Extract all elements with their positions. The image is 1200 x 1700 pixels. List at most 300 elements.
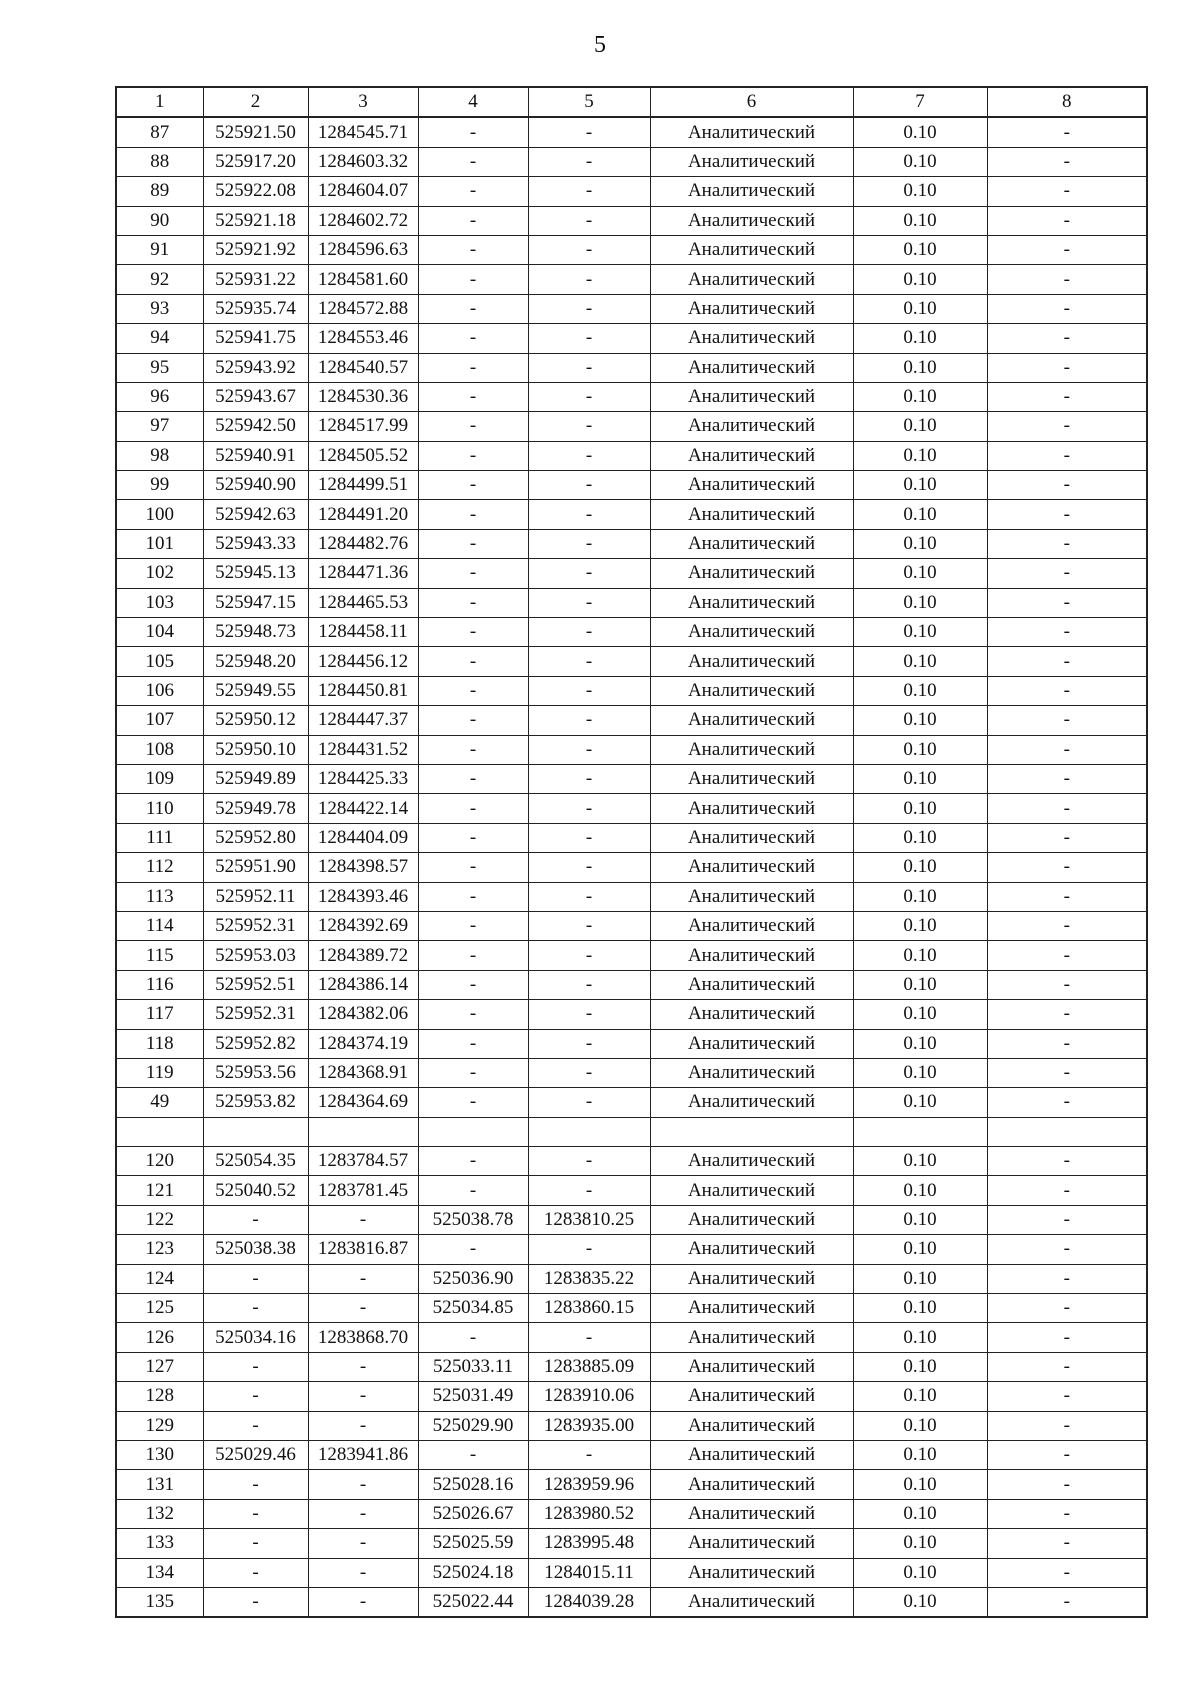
x-coordinate-alt-cell: - — [418, 676, 528, 705]
y-coordinate-alt-cell: - — [528, 1000, 650, 1029]
x-coordinate-alt-cell: - — [418, 117, 528, 147]
x-coordinate-cell — [203, 1117, 308, 1146]
table-row — [116, 1558, 1147, 1587]
remark-cell: - — [987, 1000, 1147, 1029]
accuracy-cell: 0.10 — [853, 382, 987, 411]
remark-cell: - — [987, 764, 1147, 793]
x-coordinate-cell: 525949.89 — [203, 764, 308, 793]
x-coordinate-cell: - — [203, 1382, 308, 1411]
point-number-cell: 123 — [116, 1235, 203, 1264]
y-coordinate-cell: - — [308, 1264, 418, 1293]
point-number-cell: 88 — [116, 147, 203, 176]
x-coordinate-alt-cell: 525036.90 — [418, 1264, 528, 1293]
point-number-cell: 130 — [116, 1440, 203, 1469]
y-coordinate-cell: 1284398.57 — [308, 853, 418, 882]
method-cell: Аналитический — [650, 559, 853, 588]
x-coordinate-alt-cell: - — [418, 735, 528, 764]
point-number-cell: 127 — [116, 1352, 203, 1381]
table-row — [116, 676, 1147, 705]
method-cell: Аналитический — [650, 529, 853, 558]
accuracy-cell: 0.10 — [853, 1235, 987, 1264]
y-coordinate-cell: - — [308, 1558, 418, 1587]
x-coordinate-cell: 525953.03 — [203, 941, 308, 970]
table-row — [116, 1000, 1147, 1029]
remark-cell: - — [987, 559, 1147, 588]
accuracy-cell: 0.10 — [853, 676, 987, 705]
x-coordinate-cell: 525940.91 — [203, 441, 308, 470]
method-cell: Аналитический — [650, 647, 853, 676]
method-cell: Аналитический — [650, 1382, 853, 1411]
point-number-cell: 99 — [116, 471, 203, 500]
x-coordinate-cell: 525040.52 — [203, 1176, 308, 1205]
x-coordinate-alt-cell: - — [418, 618, 528, 647]
y-coordinate-cell: 1284450.81 — [308, 676, 418, 705]
column-header: 6 — [650, 87, 853, 117]
accuracy-cell: 0.10 — [853, 412, 987, 441]
accuracy-cell: 0.10 — [853, 1088, 987, 1117]
remark-cell: - — [987, 911, 1147, 940]
accuracy-cell: 0.10 — [853, 1294, 987, 1323]
y-coordinate-alt-cell: - — [528, 853, 650, 882]
method-cell: Аналитический — [650, 1000, 853, 1029]
x-coordinate-cell: 525948.73 — [203, 618, 308, 647]
remark-cell: - — [987, 471, 1147, 500]
x-coordinate-cell: - — [203, 1264, 308, 1293]
y-coordinate-alt-cell — [528, 1117, 650, 1146]
point-number-cell: 89 — [116, 177, 203, 206]
point-number-cell: 132 — [116, 1499, 203, 1528]
y-coordinate-cell: 1284425.33 — [308, 764, 418, 793]
y-coordinate-cell: 1284382.06 — [308, 1000, 418, 1029]
table-row — [116, 1411, 1147, 1440]
point-number-cell: 102 — [116, 559, 203, 588]
y-coordinate-cell: 1284553.46 — [308, 324, 418, 353]
x-coordinate-cell: 525952.80 — [203, 823, 308, 852]
accuracy-cell: 0.10 — [853, 235, 987, 264]
x-coordinate-alt-cell: - — [418, 382, 528, 411]
x-coordinate-alt-cell: - — [418, 970, 528, 999]
accuracy-cell: 0.10 — [853, 1000, 987, 1029]
table-row — [116, 1294, 1147, 1323]
y-coordinate-cell: - — [308, 1382, 418, 1411]
point-number-cell: 119 — [116, 1058, 203, 1087]
remark-cell: - — [987, 1147, 1147, 1176]
method-cell: Аналитический — [650, 1411, 853, 1440]
method-cell: Аналитический — [650, 1058, 853, 1087]
y-coordinate-alt-cell: 1283835.22 — [528, 1264, 650, 1293]
table-row — [116, 206, 1147, 235]
method-cell: Аналитический — [650, 676, 853, 705]
table-row — [116, 294, 1147, 323]
x-coordinate-cell: 525950.12 — [203, 706, 308, 735]
x-coordinate-cell: 525950.10 — [203, 735, 308, 764]
column-header: 8 — [987, 87, 1147, 117]
x-coordinate-cell: 525942.50 — [203, 412, 308, 441]
accuracy-cell: 0.10 — [853, 471, 987, 500]
remark-cell: - — [987, 1176, 1147, 1205]
accuracy-cell: 0.10 — [853, 970, 987, 999]
point-number-cell: 96 — [116, 382, 203, 411]
remark-cell: - — [987, 1029, 1147, 1058]
method-cell: Аналитический — [650, 882, 853, 911]
table-body — [116, 117, 1147, 1617]
point-number-cell: 115 — [116, 941, 203, 970]
y-coordinate-alt-cell: - — [528, 823, 650, 852]
y-coordinate-alt-cell: - — [528, 265, 650, 294]
accuracy-cell: 0.10 — [853, 353, 987, 382]
y-coordinate-alt-cell: - — [528, 500, 650, 529]
remark-cell: - — [987, 706, 1147, 735]
point-number-cell: 122 — [116, 1205, 203, 1234]
x-coordinate-alt-cell: - — [418, 853, 528, 882]
point-number-cell: 104 — [116, 618, 203, 647]
point-number-cell: 97 — [116, 412, 203, 441]
x-coordinate-cell: 525949.55 — [203, 676, 308, 705]
accuracy-cell: 0.10 — [853, 941, 987, 970]
accuracy-cell: 0.10 — [853, 206, 987, 235]
method-cell: Аналитический — [650, 471, 853, 500]
x-coordinate-cell: - — [203, 1499, 308, 1528]
y-coordinate-alt-cell: - — [528, 529, 650, 558]
point-number-cell: 100 — [116, 500, 203, 529]
remark-cell: - — [987, 1382, 1147, 1411]
method-cell: Аналитический — [650, 235, 853, 264]
point-number-cell: 110 — [116, 794, 203, 823]
column-header: 4 — [418, 87, 528, 117]
point-number-cell: 90 — [116, 206, 203, 235]
y-coordinate-alt-cell: - — [528, 911, 650, 940]
remark-cell: - — [987, 1058, 1147, 1087]
x-coordinate-cell: 525922.08 — [203, 177, 308, 206]
accuracy-cell: 0.10 — [853, 147, 987, 176]
x-coordinate-cell: 525943.67 — [203, 382, 308, 411]
y-coordinate-alt-cell: 1284015.11 — [528, 1558, 650, 1587]
x-coordinate-alt-cell: - — [418, 441, 528, 470]
table-row — [116, 529, 1147, 558]
table-row — [116, 500, 1147, 529]
table-row — [116, 382, 1147, 411]
method-cell: Аналитический — [650, 206, 853, 235]
table-row — [116, 117, 1147, 147]
table-row — [116, 794, 1147, 823]
method-cell: Аналитический — [650, 735, 853, 764]
y-coordinate-cell: 1284540.57 — [308, 353, 418, 382]
accuracy-cell: 0.10 — [853, 764, 987, 793]
table-row — [116, 1176, 1147, 1205]
x-coordinate-cell: 525943.92 — [203, 353, 308, 382]
y-coordinate-cell: 1284431.52 — [308, 735, 418, 764]
table-row — [116, 265, 1147, 294]
remark-cell — [987, 1117, 1147, 1146]
table-row — [116, 1235, 1147, 1264]
point-number-cell: 125 — [116, 1294, 203, 1323]
point-number-cell: 117 — [116, 1000, 203, 1029]
y-coordinate-alt-cell: - — [528, 764, 650, 793]
accuracy-cell: 0.10 — [853, 1264, 987, 1293]
x-coordinate-cell: - — [203, 1294, 308, 1323]
y-coordinate-cell: 1284404.09 — [308, 823, 418, 852]
table-row — [116, 353, 1147, 382]
x-coordinate-cell: 525921.50 — [203, 117, 308, 147]
y-coordinate-cell — [308, 1117, 418, 1146]
y-coordinate-alt-cell: - — [528, 735, 650, 764]
remark-cell: - — [987, 882, 1147, 911]
table-row — [116, 647, 1147, 676]
remark-cell: - — [987, 853, 1147, 882]
accuracy-cell: 0.10 — [853, 735, 987, 764]
y-coordinate-alt-cell: - — [528, 647, 650, 676]
remark-cell: - — [987, 353, 1147, 382]
point-number-cell: 118 — [116, 1029, 203, 1058]
x-coordinate-alt-cell: - — [418, 235, 528, 264]
coordinates-table — [115, 86, 1148, 1618]
y-coordinate-alt-cell: - — [528, 412, 650, 441]
method-cell: Аналитический — [650, 1029, 853, 1058]
y-coordinate-cell: 1284499.51 — [308, 471, 418, 500]
accuracy-cell: 0.10 — [853, 1587, 987, 1617]
x-coordinate-cell: 525953.56 — [203, 1058, 308, 1087]
accuracy-cell: 0.10 — [853, 618, 987, 647]
accuracy-cell: 0.10 — [853, 177, 987, 206]
y-coordinate-alt-cell: 1283885.09 — [528, 1352, 650, 1381]
method-cell: Аналитический — [650, 823, 853, 852]
method-cell: Аналитический — [650, 412, 853, 441]
y-coordinate-cell: 1283941.86 — [308, 1440, 418, 1469]
x-coordinate-alt-cell: - — [418, 941, 528, 970]
y-coordinate-cell: 1284458.11 — [308, 618, 418, 647]
y-coordinate-alt-cell: 1283959.96 — [528, 1470, 650, 1499]
method-cell: Аналитический — [650, 500, 853, 529]
point-number-cell: 87 — [116, 117, 203, 147]
x-coordinate-alt-cell: - — [418, 1058, 528, 1087]
y-coordinate-cell: 1284456.12 — [308, 647, 418, 676]
x-coordinate-cell: 525940.90 — [203, 471, 308, 500]
x-coordinate-alt-cell: - — [418, 147, 528, 176]
y-coordinate-alt-cell: - — [528, 206, 650, 235]
table-row — [116, 1264, 1147, 1293]
y-coordinate-alt-cell: - — [528, 618, 650, 647]
point-number-cell: 129 — [116, 1411, 203, 1440]
point-number-cell: 124 — [116, 1264, 203, 1293]
method-cell: Аналитический — [650, 1088, 853, 1117]
remark-cell: - — [987, 647, 1147, 676]
method-cell: Аналитический — [650, 441, 853, 470]
remark-cell: - — [987, 823, 1147, 852]
method-cell: Аналитический — [650, 1470, 853, 1499]
remark-cell: - — [987, 735, 1147, 764]
y-coordinate-cell: 1283816.87 — [308, 1235, 418, 1264]
remark-cell: - — [987, 441, 1147, 470]
point-number-cell: 131 — [116, 1470, 203, 1499]
accuracy-cell: 0.10 — [853, 1029, 987, 1058]
accuracy-cell: 0.10 — [853, 324, 987, 353]
y-coordinate-cell: - — [308, 1294, 418, 1323]
point-number-cell: 108 — [116, 735, 203, 764]
point-number-cell: 105 — [116, 647, 203, 676]
accuracy-cell: 0.10 — [853, 117, 987, 147]
accuracy-cell: 0.10 — [853, 1558, 987, 1587]
y-coordinate-alt-cell: - — [528, 970, 650, 999]
x-coordinate-cell: 525943.33 — [203, 529, 308, 558]
point-number-cell: 98 — [116, 441, 203, 470]
point-number-cell — [116, 1117, 203, 1146]
x-coordinate-alt-cell: 525024.18 — [418, 1558, 528, 1587]
remark-cell: - — [987, 412, 1147, 441]
x-coordinate-alt-cell: - — [418, 1176, 528, 1205]
accuracy-cell: 0.10 — [853, 294, 987, 323]
method-cell: Аналитический — [650, 147, 853, 176]
point-number-cell: 114 — [116, 911, 203, 940]
x-coordinate-alt-cell: 525038.78 — [418, 1205, 528, 1234]
table-row — [116, 471, 1147, 500]
x-coordinate-cell: 525947.15 — [203, 588, 308, 617]
table-row — [116, 911, 1147, 940]
x-coordinate-cell: 525952.82 — [203, 1029, 308, 1058]
y-coordinate-cell: 1284491.20 — [308, 500, 418, 529]
point-number-cell: 109 — [116, 764, 203, 793]
x-coordinate-alt-cell: 525025.59 — [418, 1529, 528, 1558]
point-number-cell: 106 — [116, 676, 203, 705]
method-cell: Аналитический — [650, 177, 853, 206]
method-cell: Аналитический — [650, 1205, 853, 1234]
y-coordinate-cell: 1284374.19 — [308, 1029, 418, 1058]
y-coordinate-alt-cell: 1283935.00 — [528, 1411, 650, 1440]
y-coordinate-cell: 1284572.88 — [308, 294, 418, 323]
accuracy-cell: 0.10 — [853, 794, 987, 823]
y-coordinate-cell: - — [308, 1411, 418, 1440]
x-coordinate-cell: 525952.51 — [203, 970, 308, 999]
table-row — [116, 588, 1147, 617]
x-coordinate-alt-cell: 525029.90 — [418, 1411, 528, 1440]
table-row — [116, 706, 1147, 735]
remark-cell: - — [987, 1529, 1147, 1558]
x-coordinate-cell: - — [203, 1470, 308, 1499]
remark-cell: - — [987, 1470, 1147, 1499]
y-coordinate-alt-cell: - — [528, 1176, 650, 1205]
x-coordinate-cell: 525034.16 — [203, 1323, 308, 1352]
remark-cell: - — [987, 1587, 1147, 1617]
x-coordinate-cell: 525951.90 — [203, 853, 308, 882]
table-row — [116, 441, 1147, 470]
y-coordinate-alt-cell: 1283910.06 — [528, 1382, 650, 1411]
x-coordinate-cell: - — [203, 1529, 308, 1558]
accuracy-cell: 0.10 — [853, 911, 987, 940]
x-coordinate-alt-cell: - — [418, 706, 528, 735]
page-number: 5 — [594, 32, 606, 58]
method-cell: Аналитический — [650, 1264, 853, 1293]
y-coordinate-alt-cell: - — [528, 676, 650, 705]
remark-cell: - — [987, 1499, 1147, 1528]
table-row — [116, 618, 1147, 647]
method-cell: Аналитический — [650, 794, 853, 823]
x-coordinate-cell: 525917.20 — [203, 147, 308, 176]
remark-cell: - — [987, 970, 1147, 999]
y-coordinate-cell: 1284530.36 — [308, 382, 418, 411]
remark-cell: - — [987, 1440, 1147, 1469]
y-coordinate-alt-cell: 1283810.25 — [528, 1205, 650, 1234]
accuracy-cell: 0.10 — [853, 1382, 987, 1411]
remark-cell: - — [987, 206, 1147, 235]
method-cell: Аналитический — [650, 1529, 853, 1558]
x-coordinate-cell: 525952.11 — [203, 882, 308, 911]
point-number-cell: 107 — [116, 706, 203, 735]
y-coordinate-alt-cell: - — [528, 382, 650, 411]
accuracy-cell: 0.10 — [853, 441, 987, 470]
y-coordinate-alt-cell: - — [528, 706, 650, 735]
point-number-cell: 94 — [116, 324, 203, 353]
y-coordinate-cell: - — [308, 1352, 418, 1381]
method-cell: Аналитический — [650, 588, 853, 617]
y-coordinate-cell: 1284368.91 — [308, 1058, 418, 1087]
remark-cell: - — [987, 177, 1147, 206]
y-coordinate-alt-cell: - — [528, 1440, 650, 1469]
point-number-cell: 101 — [116, 529, 203, 558]
y-coordinate-cell: 1284545.71 — [308, 117, 418, 147]
method-cell: Аналитический — [650, 853, 853, 882]
remark-cell: - — [987, 1411, 1147, 1440]
remark-cell: - — [987, 676, 1147, 705]
point-number-cell: 128 — [116, 1382, 203, 1411]
y-coordinate-cell: 1284596.63 — [308, 235, 418, 264]
table-row — [116, 764, 1147, 793]
table-row — [116, 412, 1147, 441]
table-row — [116, 1029, 1147, 1058]
method-cell: Аналитический — [650, 1235, 853, 1264]
table-row — [116, 941, 1147, 970]
y-coordinate-cell: 1284392.69 — [308, 911, 418, 940]
y-coordinate-alt-cell: - — [528, 1058, 650, 1087]
x-coordinate-alt-cell: 525031.49 — [418, 1382, 528, 1411]
x-coordinate-cell: - — [203, 1587, 308, 1617]
x-coordinate-cell: - — [203, 1352, 308, 1381]
x-coordinate-alt-cell: - — [418, 882, 528, 911]
remark-cell: - — [987, 500, 1147, 529]
point-number-cell: 121 — [116, 1176, 203, 1205]
table-row — [116, 235, 1147, 264]
accuracy-cell: 0.10 — [853, 853, 987, 882]
x-coordinate-alt-cell: - — [418, 1235, 528, 1264]
y-coordinate-cell: 1283868.70 — [308, 1323, 418, 1352]
x-coordinate-alt-cell: - — [418, 647, 528, 676]
table-row — [116, 882, 1147, 911]
accuracy-cell: 0.10 — [853, 1411, 987, 1440]
y-coordinate-cell: 1284386.14 — [308, 970, 418, 999]
method-cell: Аналитический — [650, 1558, 853, 1587]
method-cell: Аналитический — [650, 1440, 853, 1469]
x-coordinate-alt-cell: - — [418, 471, 528, 500]
x-coordinate-alt-cell: - — [418, 529, 528, 558]
y-coordinate-alt-cell: - — [528, 471, 650, 500]
remark-cell: - — [987, 1352, 1147, 1381]
method-cell: Аналитический — [650, 353, 853, 382]
x-coordinate-alt-cell: - — [418, 412, 528, 441]
table-row — [116, 1587, 1147, 1617]
accuracy-cell: 0.10 — [853, 706, 987, 735]
x-coordinate-cell: 525949.78 — [203, 794, 308, 823]
y-coordinate-cell: 1284603.32 — [308, 147, 418, 176]
remark-cell: - — [987, 1294, 1147, 1323]
x-coordinate-cell: 525935.74 — [203, 294, 308, 323]
table-row — [116, 1323, 1147, 1352]
remark-cell: - — [987, 1235, 1147, 1264]
column-header: 1 — [116, 87, 203, 117]
x-coordinate-cell: 525948.20 — [203, 647, 308, 676]
remark-cell: - — [987, 1558, 1147, 1587]
column-header: 7 — [853, 87, 987, 117]
method-cell: Аналитический — [650, 706, 853, 735]
table-row — [116, 1382, 1147, 1411]
y-coordinate-cell: 1284465.53 — [308, 588, 418, 617]
